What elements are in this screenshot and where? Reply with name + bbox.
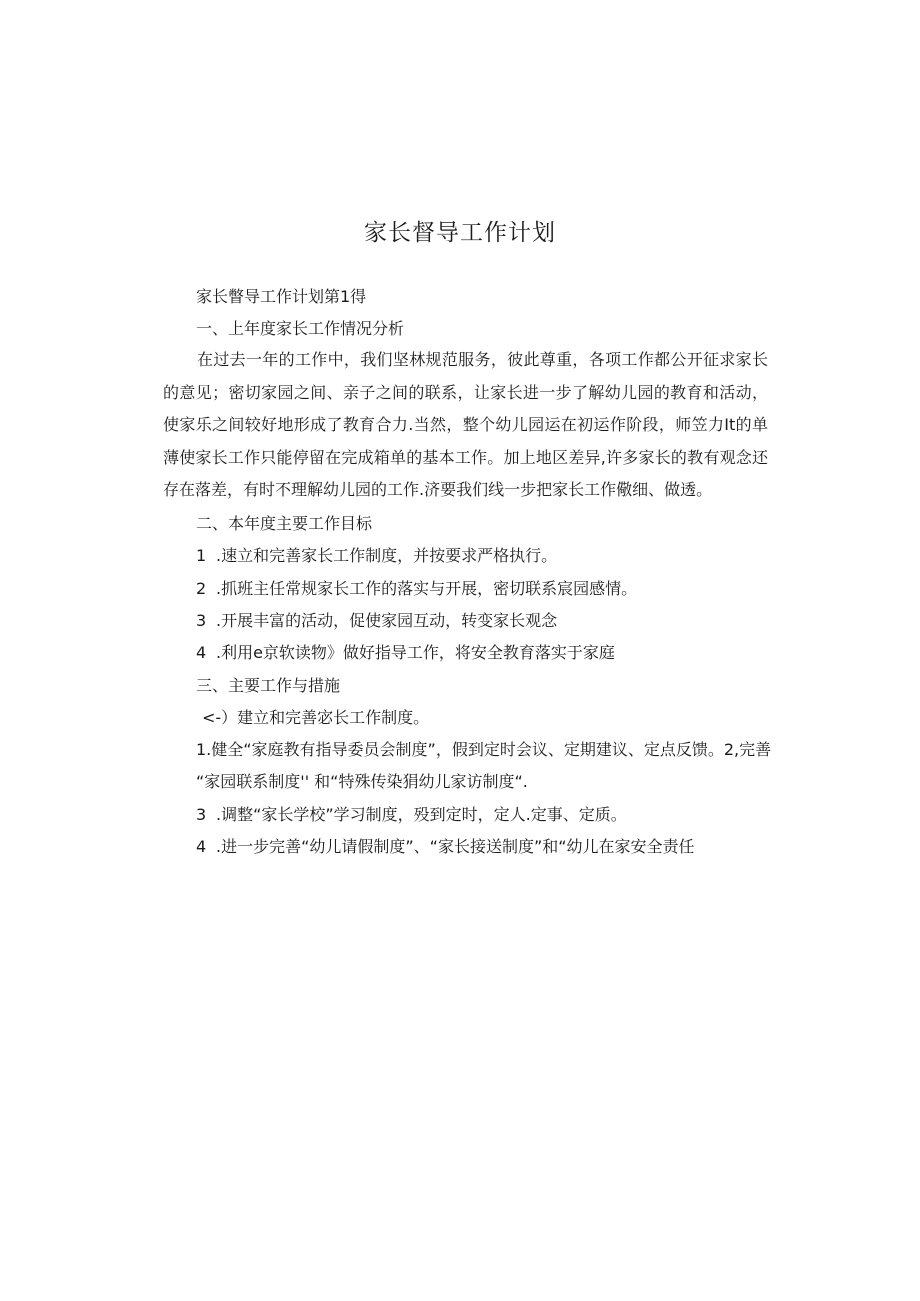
goal-number: 1 (196, 546, 207, 565)
section-heading-1: 一、上年度家长工作情况分析 (196, 319, 405, 338)
goal-text: .抓班主任常规家长工作的落实与开展，密切联系宸园感情。 (216, 579, 638, 598)
paragraph-1: 在过去一年的工作中，我们坚林规范服务，彼此尊重，各项工作都公开征求家长的意见；密切家园之间、亲子之间的联系，让家长进一步了解幼儿园的教育和活动，使家乐之间较好地形成了教育合力.当然，整个幼儿园运在初运作阶段，师笠力It的单薄使家长工作只能停留在完成箱单的基本工作。加上地区差异,许多家长的教有观念还存在落差，有时不理解幼儿园的工作.济要我们线一步把家长工作儆细、做透。 (163, 350, 768, 499)
goal-number: 2 (196, 579, 207, 598)
measure-item (196, 835, 695, 859)
measure-item (196, 803, 627, 827)
goal-text: .速立和完善家长工作制度，并按要求严格执行。 (216, 546, 558, 565)
measure-text: .调整“家长学校”学习制度，殁到定时，定人.定事、定质。 (216, 805, 627, 824)
goal-item (196, 544, 557, 568)
document-title: 家长督导工作计划 (364, 220, 556, 246)
document-subtitle: 家长瞥导工作计划第1得 (196, 287, 367, 306)
section-heading-2: 二、本年度主要工作目标 (196, 514, 373, 533)
measure-number: 3 (196, 805, 207, 824)
goal-text: .开展丰富的活动，促使家园互动，转变家长观念 (216, 611, 558, 630)
measure-number: 4 (196, 837, 207, 856)
goal-item (196, 577, 637, 601)
measure-item-line: 1.健全“家庭教有指导委员会制度”，假到定时会议、定期建议、定点反馈。2,完善 (196, 740, 772, 759)
section-heading-3: 三、主要工作与措施 (196, 676, 341, 695)
goal-item (196, 609, 557, 633)
goal-number: 4 (196, 643, 207, 662)
goal-item (196, 641, 615, 665)
subsection-heading: <-）建立和完善宓长工作制度。 (202, 708, 430, 727)
goal-number: 3 (196, 611, 207, 630)
measure-item-line: “家园联系制度'' 和“特殊传染狷幼儿家访制度“. (196, 772, 528, 791)
goal-text: .利用e京软读物》做好指导工作，将安全教育落实于家庭 (216, 643, 615, 662)
measure-text: .进一步完善“幼儿请假制度”、“家长接送制度”和“幼儿在家安全责任 (216, 837, 695, 856)
